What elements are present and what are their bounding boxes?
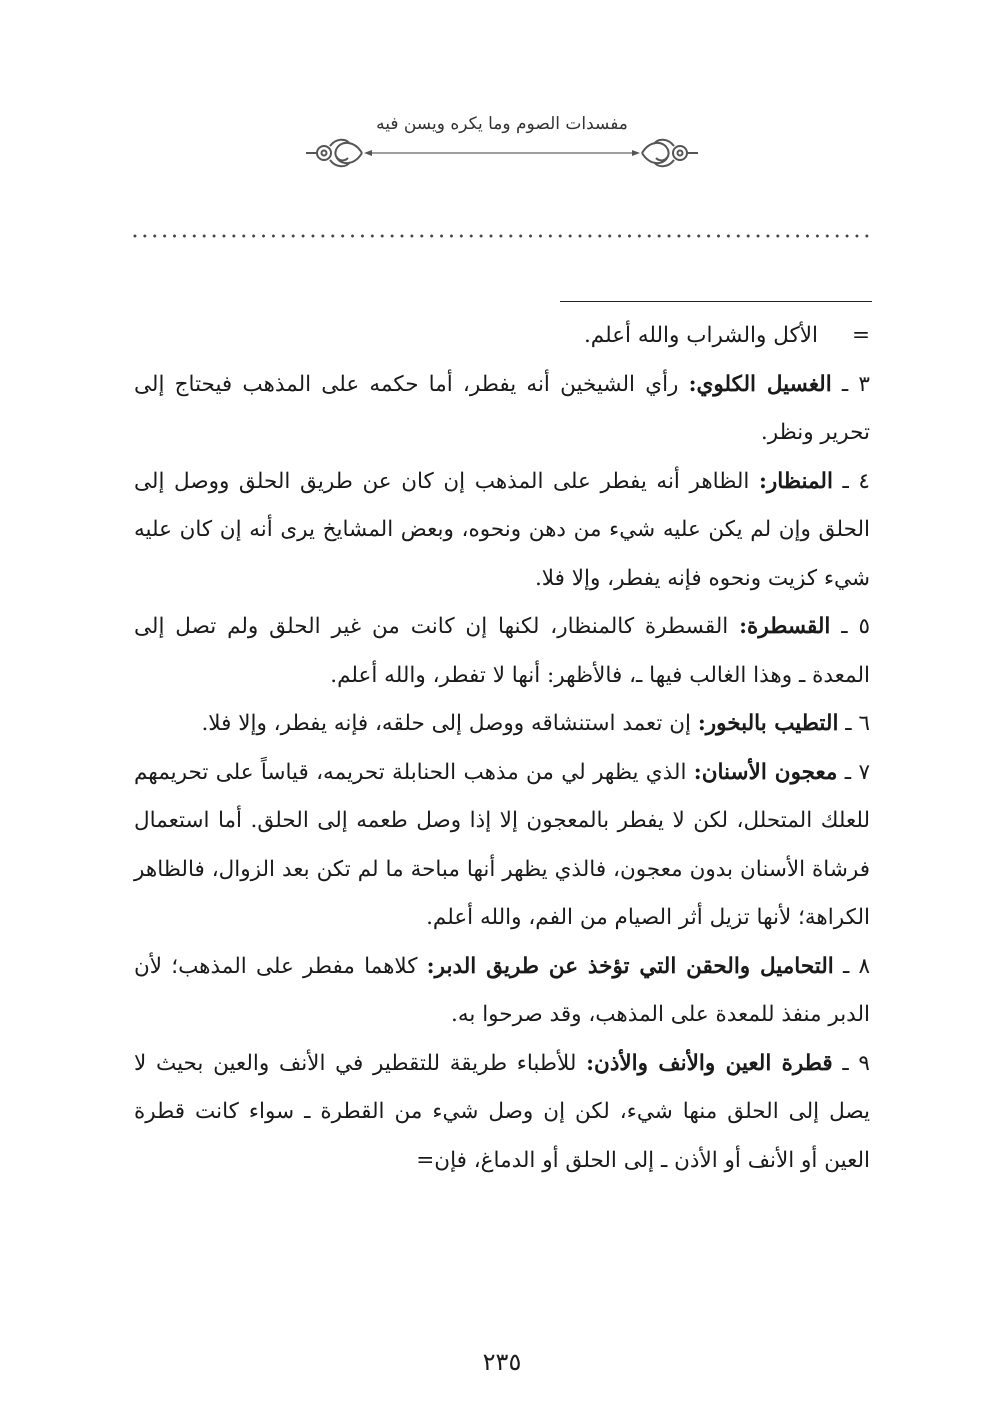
footnote-rule [560,301,872,302]
item-term: المنظار: [758,468,833,494]
footnote-item [134,749,870,943]
item-text: إن تعمد استنشاقه ووصل إلى حلقه، فإنه يفطر، وإلا فلا. [201,711,698,736]
item-term: التحاميل والحقن التي تؤخذ عن طريق الدبر: [426,953,834,979]
item-term: معجون الأسنان: [693,759,838,785]
continuation-line [134,312,870,361]
item-term: قطرة العين والأنف والأذن: [586,1050,833,1076]
item-number: ٨ ـ [842,953,871,979]
running-header [0,108,1004,178]
running-header-title: مفسدات الصوم وما يكره ويسن فيه [376,114,628,134]
footnote-item [134,603,870,700]
footnote-item [134,458,870,604]
item-term: التطيب بالبخور: [697,711,839,736]
header-ornament-icon [300,128,704,178]
footnote-body [134,312,870,1185]
item-number: ٧ ـ [844,759,870,785]
item-text: الظاهر أنه يفطر على المذهب إن كان عن طريق الحلق ووصل إلى الحلق وإن لم يكن عليه شيء من دهن ونحوه، وبعض المشايخ يرى أنه إن كان عليه شيء كزيت ونحوه فإنه يفطر، وإلا فلا. [134,468,870,591]
item-text: للأطباء طريقة للتقطير في الأنف والعين بحيث لا يصل إلى الحلق منها شيء، لكن إن وصل شيء من القطرة ـ سواء كانت قطرة العين أو الأنف أو الأذن ـ إلى الحلق أو الدماغ، فإن= [134,1050,870,1173]
item-number: ٤ ـ [842,468,870,494]
continuation-marker: = [851,323,870,348]
item-text: القسطرة كالمنظار، لكنها إن كانت من غير الحلق ولم تصل إلى المعدة ـ وهذا الغالب فيها ـ، فالأظهر: أنها لا تفطر، والله أعلم. [134,614,870,688]
page-number: ٢٣٥ [482,1348,522,1376]
footnote-item [134,943,870,1040]
item-text: رأي الشيخين أنه يفطر، أما حكمه على المذهب فيحتاج إلى تحرير ونظر. [134,371,870,445]
item-text: كلاهما مفطر على المذهب؛ لأن الدبر منفذ للمعدة على المذهب، وقد صرحوا به. [134,953,870,1027]
item-number: ٦ ـ [845,711,870,736]
item-text: الذي يظهر لي من مذهب الحنابلة تحريمه، قياساً على تحريمهم للعلك المتحلل، لكن لا يفطر بالمعجون إلا إذا وصل طعمه إلى الحلق. أما استعمال فرشاة الأسنان بدون معجون، فالذي يظهر أنها مباحة ما لم تكن بعد الزوال، فالظاهر الكراهة؛ لأنها تزيل أثر الصيام من الفم، والله أعلم. [134,759,870,930]
continuation-text: الأكل والشراب والله أعلم. [583,323,818,348]
footnote-item [134,700,870,749]
dotted-separator [130,230,870,242]
item-number: ٣ ـ [841,371,870,397]
item-term: الغسيل الكلوي: [688,371,832,397]
item-number: ٥ ـ [841,614,871,639]
item-term: القسطرة: [739,614,831,639]
footnote-item [134,361,870,458]
footnote-item [134,1040,870,1186]
item-number: ٩ ـ [842,1050,870,1076]
